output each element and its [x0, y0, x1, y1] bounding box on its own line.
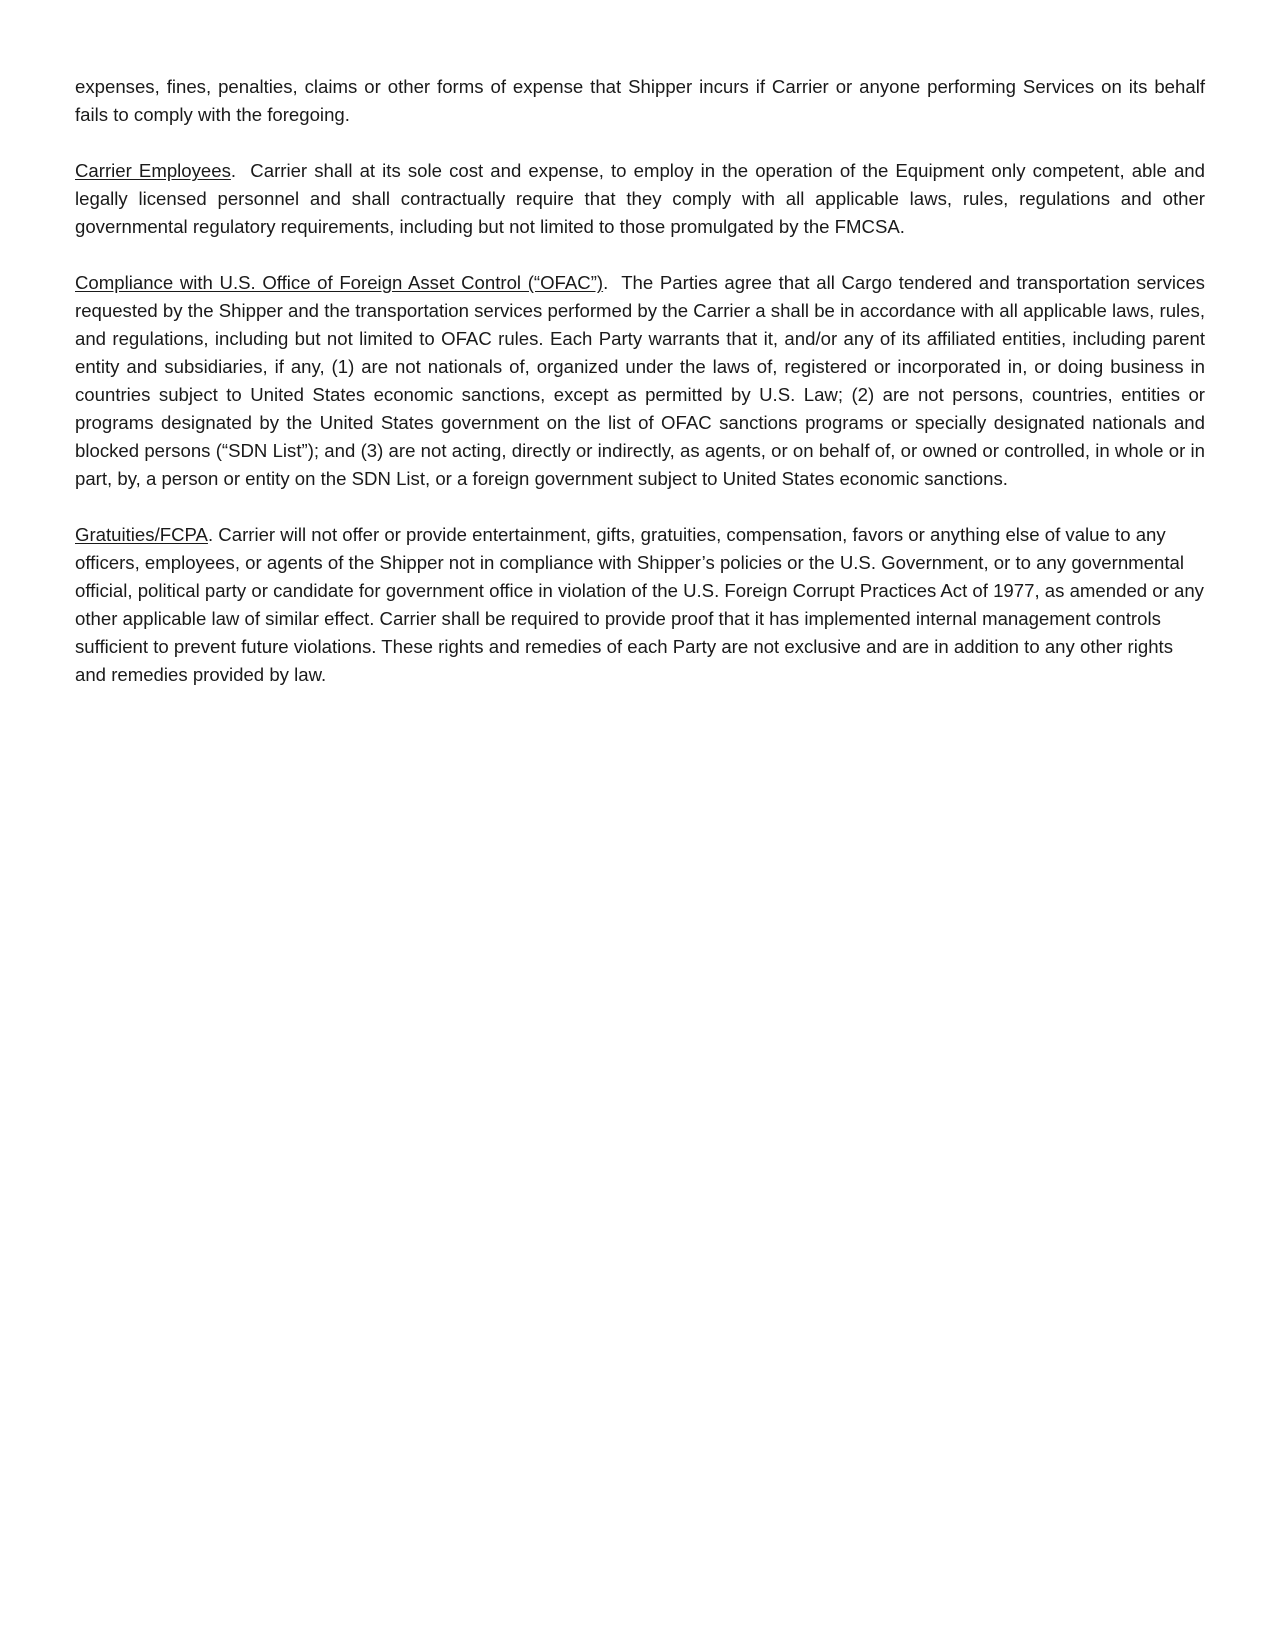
paragraph-continuation [75, 73, 1205, 129]
paragraph-body: Carrier will not offer or provide entertainment, gifts, gratuities, compensation, favors or anything else of value to any officers, employees, or agents of the Shipper not in compliance with Shipper’s policies or the U.S. Government, or to any governmental official, political party or candidate for government office in violation of the U.S. Foreign Corrupt Practices Act of 1977, as amended or any other applicable law of similar effect. Carrier shall be required to provide proof that it has implemented internal management controls sufficient to prevent future violations. These rights and remedies of each Party are not exclusive and are in addition to any other rights and remedies provided by law. [75, 524, 1204, 685]
document-body [75, 73, 1205, 717]
section-heading-ofac-compliance: Compliance with U.S. Office of Foreign Asset Control (“OFAC”) [75, 272, 604, 293]
paragraph-carrier-employees [75, 157, 1205, 241]
paragraph-body: expenses, fines, penalties, claims or other forms of expense that Shipper incurs if Carrier or anyone performing Services on its behalf fails to comply with the foregoing. [75, 76, 1205, 125]
heading-separator: . [603, 272, 622, 293]
paragraph-body: Carrier shall at its sole cost and expense, to employ in the operation of the Equipment only competent, able and legally licensed personnel and shall contractually require that they comply with all applicable laws, rules, regulations and other governmental regulatory requirements, including but not limited to those promulgated by the FMCSA. [75, 160, 1205, 237]
paragraph-gratuities-fcpa [75, 521, 1205, 689]
section-heading-gratuities-fcpa: Gratuities/FCPA [75, 524, 208, 545]
paragraph-body: The Parties agree that all Cargo tendered and transportation services requested by the Shipper and the transportation services performed by the Carrier a shall be in accordance with all applicable laws, rules, and regulations, including but not limited to OFAC rules. Each Party warrants that it, and/or any of its affiliated entities, including parent entity and subsidiaries, if any, (1) are not nationals of, organized under the laws of, registered or incorporated in, or doing business in countries subject to United States economic sanctions, except as permitted by U.S. Law; (2) are not persons, countries, entities or programs designated by the United States government on the list of OFAC sanctions programs or specially designated nationals and blocked persons (“SDN List”); and (3) are not acting, directly or indirectly, as agents, or on behalf of, or owned or controlled, in whole or in part, by, a person or entity on the SDN List, or a foreign government subject to United States economic sanctions. [75, 272, 1205, 489]
paragraph-ofac-compliance [75, 269, 1205, 493]
heading-separator: . [230, 160, 251, 181]
section-heading-carrier-employees: Carrier Employees [75, 160, 231, 181]
heading-separator: . [207, 524, 219, 545]
